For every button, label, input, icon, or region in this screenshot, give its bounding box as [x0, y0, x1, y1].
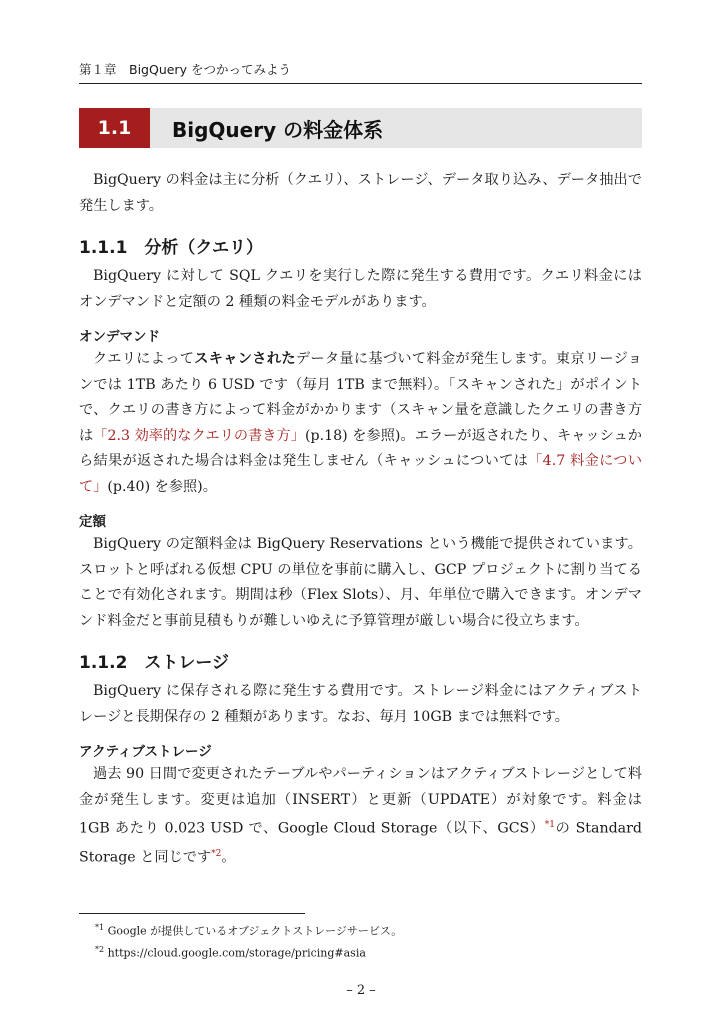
footnote-item [95, 941, 635, 963]
section-title: BigQuery の料金体系 [172, 117, 384, 142]
footnote-ref-1[interactable]: *1 [544, 820, 555, 830]
footnote-text: Google が提供しているオブジェクトストレージサービス。 [107, 924, 403, 938]
xref-link-pricing[interactable]: 「4.7 料金について」 [79, 453, 643, 495]
active-text-2: の Standard Storage と同じです [79, 820, 642, 866]
query-paragraph: BigQuery に対して SQL クエリを実行した際に発生する費用です。クエリ料金にはオンデマンドと定額の 2 種類の料金モデルがあります。 [79, 268, 642, 310]
ondemand-text-2: データ量に基づいて料金が発生します。東京リージョンでは 1TB あたり 6 USD です（毎月 1TB まで無料）。「スキャンされた」がポイントで、クエリの書き方によって料金がかかります（スキャン量を意識したクエリの書き方は [79, 351, 642, 444]
active-text-1: 過去 90 日間で変更されたテーブルやパーティションはアクティブストレージとして料金が発生します。変更は追加（INSERT）と更新（UPDATE）が対象です。料金は 1GB あたり 0.023 USD で、Google Cloud Storage（以下、GCS） [79, 766, 642, 837]
flat-rate-heading: 定額 [79, 514, 106, 530]
active-storage-heading: アクティブストレージ [79, 744, 212, 760]
footnote-ref-2[interactable]: *2 [211, 849, 222, 860]
footnote-mark: *2 [95, 944, 105, 954]
ondemand-text-1: クエリによって [93, 351, 195, 367]
ondemand-text-4: (p.40) を参照)。 [107, 478, 217, 495]
page-number: – 2 – [346, 983, 376, 998]
running-header: 第１章 BigQuery をつかってみよう [79, 60, 642, 84]
ondemand-text-3: (p.18) を参照)。エラーが返されたり、キャッシュから結果が返された場合は料金は発生しません（キャッシュについては [79, 427, 642, 469]
footnote-divider [79, 913, 305, 914]
storage-paragraph: BigQuery に保存される際に発生する費用です。ストレージ料金にはアクティブストレージと長期保存の 2 種類があります。なお、毎月 10GB までは無料です。 [79, 683, 642, 725]
ondemand-bold-text: スキャンされた [194, 351, 296, 367]
ondemand-paragraph [79, 347, 642, 500]
subsection-heading-query: 1.1.1 分析（クエリ） [79, 238, 264, 258]
section-number: 1.1 [79, 108, 150, 148]
ondemand-heading: オンデマンド [79, 329, 160, 345]
footnotes [95, 919, 635, 962]
footnote-url[interactable]: https://cloud.google.com/storage/pricing#asia [107, 946, 366, 960]
section-heading [79, 108, 642, 148]
footnote-mark: *1 [95, 923, 105, 932]
page-body [79, 168, 642, 871]
active-text-3: 。 [221, 849, 236, 866]
flat-rate-paragraph: BigQuery の定額料金は BigQuery Reservations という機能で提供されています。スロットと呼ばれる仮想 CPU の単位を事前に購入し、GCP プロジェクトに割り当てることで有効化されます。期間は秒（Flex Slots）、月、年単位で購入できます。オンデマンド料金だと事前見積もりが難しいゆえに予算管理が厳しい場合に役立ちます。 [79, 536, 642, 629]
intro-paragraph: BigQuery の料金は主に分析（クエリ）、ストレージ、データ取り込み、データ抽出で発生します。 [79, 172, 642, 214]
subsection-heading-storage: 1.1.2 ストレージ [79, 653, 230, 673]
footnote-item [95, 919, 635, 941]
xref-link-query-writing[interactable]: 「2.3 効率的なクエリの書き方」 [93, 427, 305, 444]
active-storage-paragraph [79, 762, 642, 871]
